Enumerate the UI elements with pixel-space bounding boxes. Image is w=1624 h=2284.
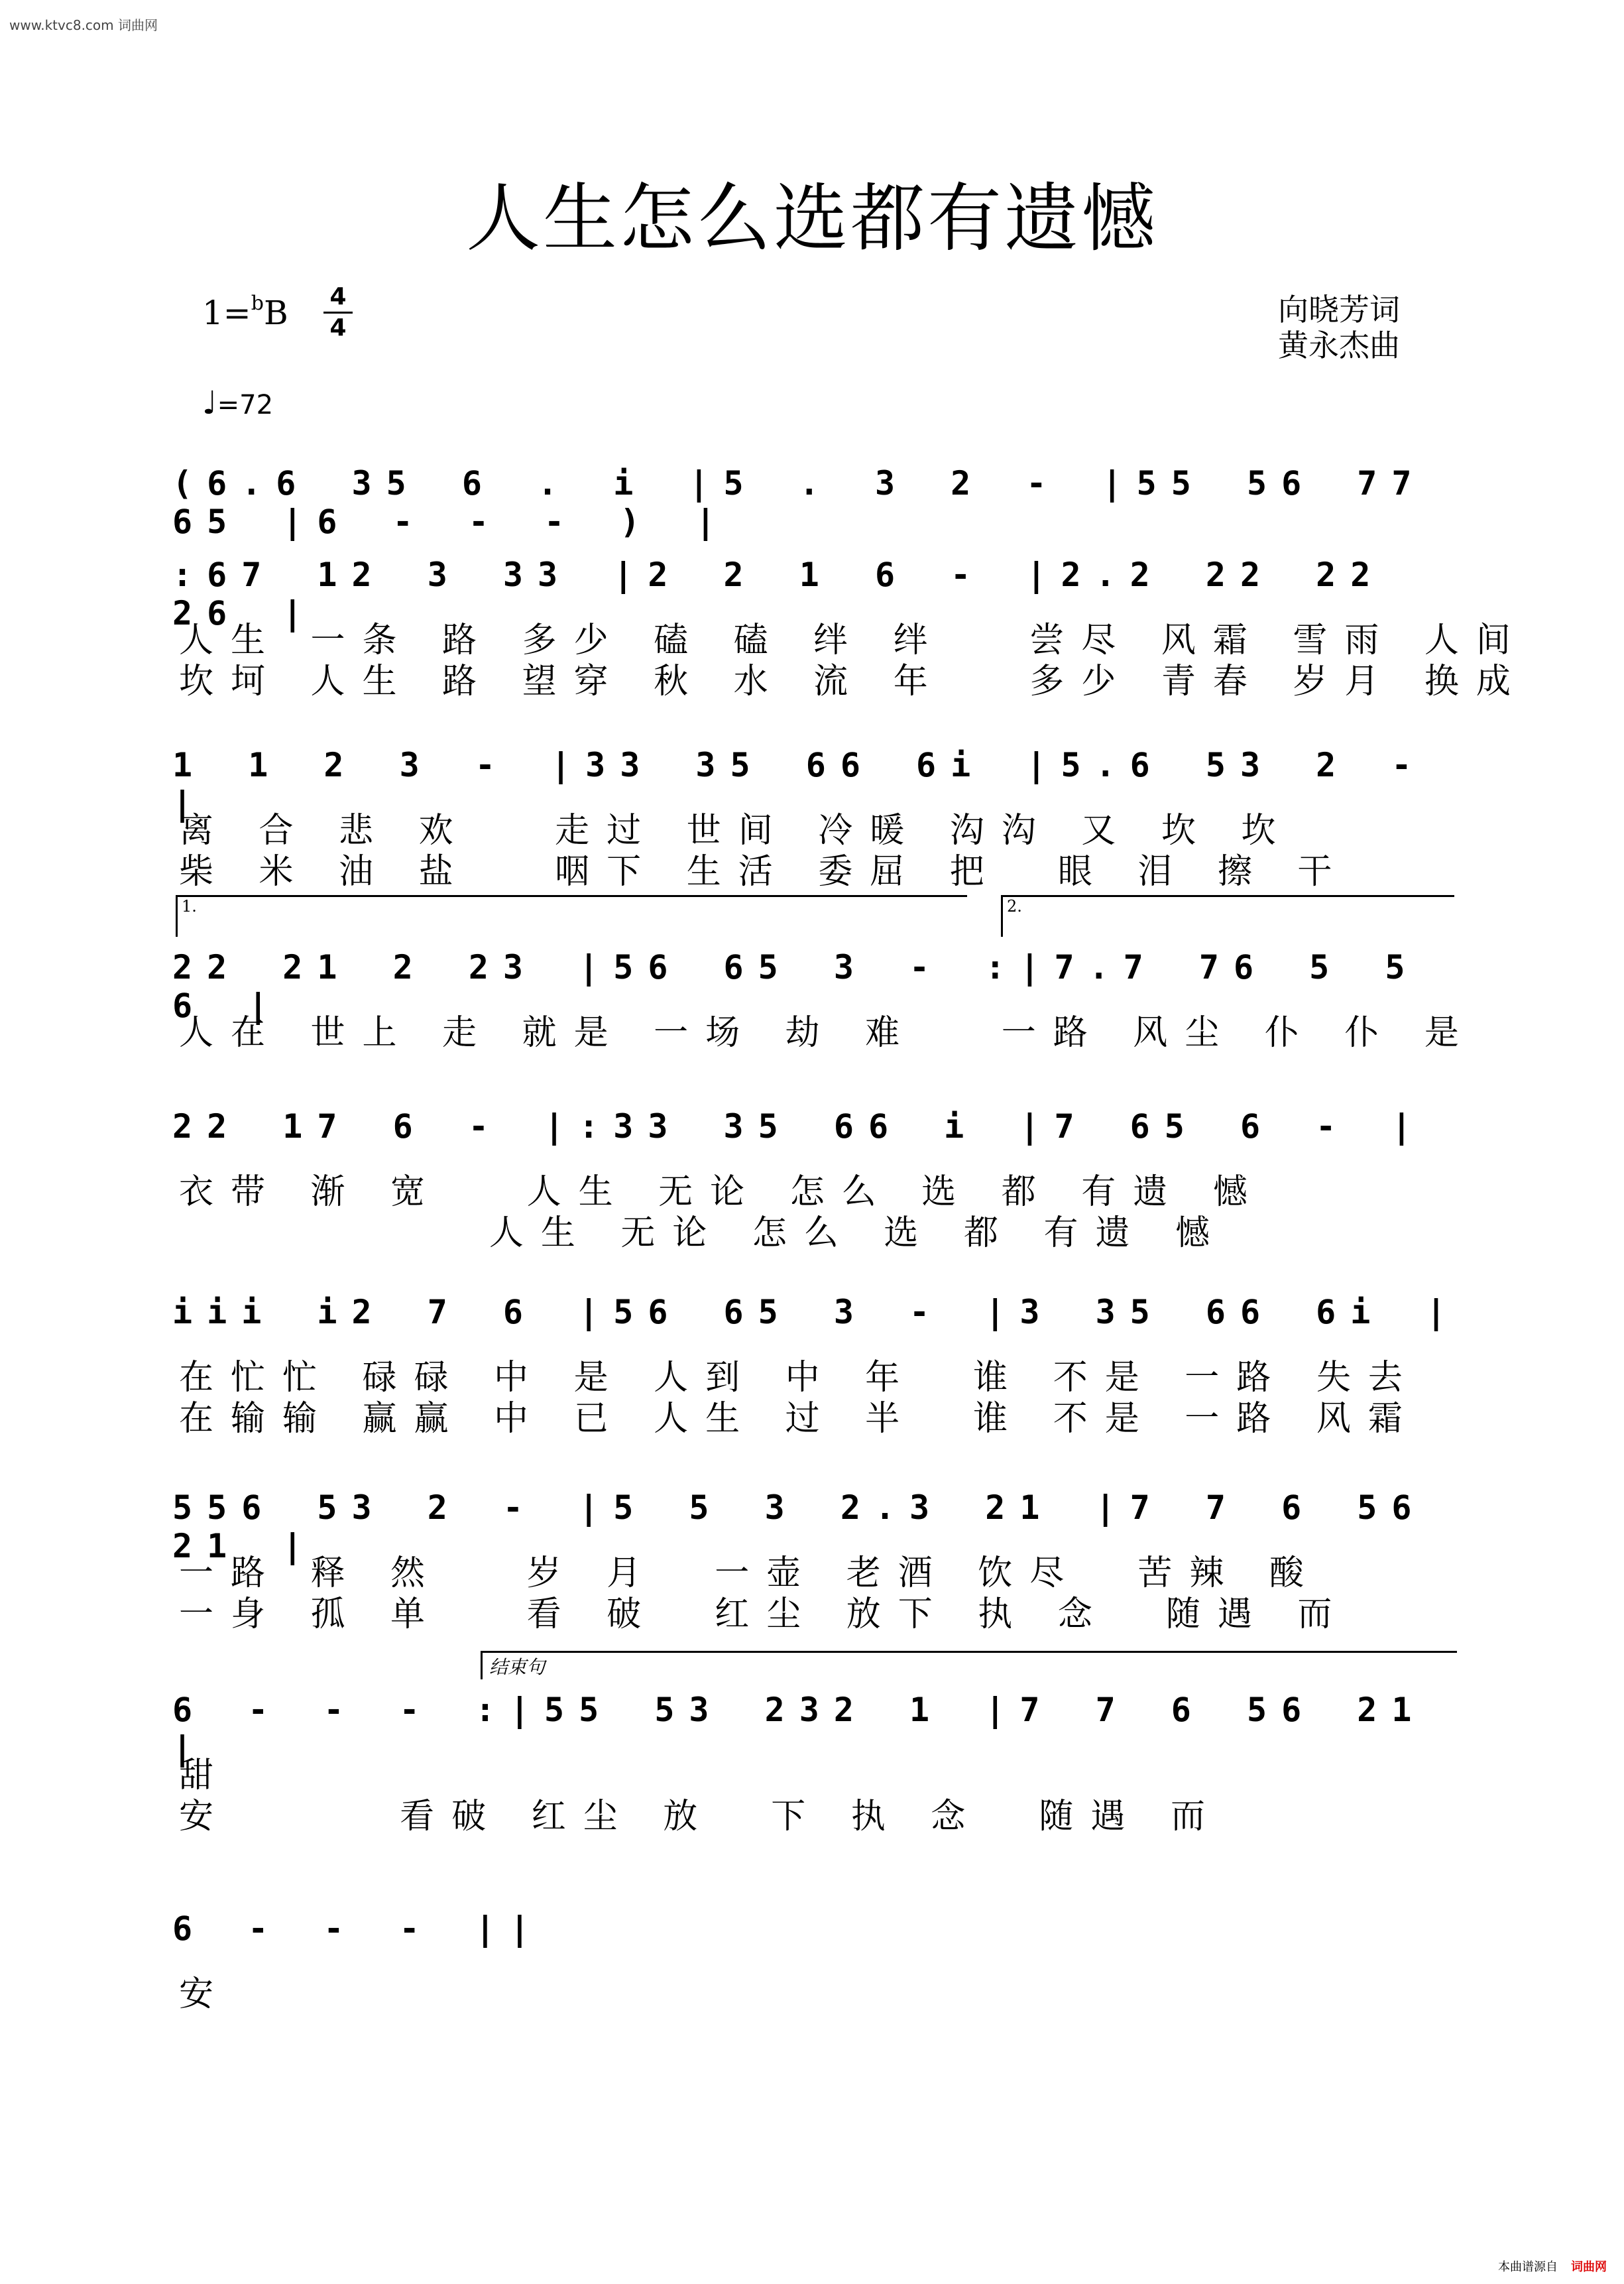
- lyric-line: 安 看破 红尘 放 下 执 念 随遇 而: [179, 1797, 1222, 1836]
- volta-second-ending: 2.: [1001, 895, 1454, 937]
- key-prefix: 1=: [202, 294, 251, 332]
- page-title: 人生怎么选都有遗憾: [466, 176, 1158, 262]
- key-note: B: [263, 294, 288, 332]
- lyric-line: 一身 孤 单 看 破 红尘 放下 执 念 随遇 而: [179, 1594, 1350, 1634]
- lyric-line: 安: [179, 1974, 231, 2014]
- flat-sign: b: [251, 292, 264, 315]
- lyric-line: 衣带 渐 宽 人生 无论 怎么 选 都 有遗 憾: [179, 1172, 1265, 1212]
- composer: 黄永杰曲: [1278, 328, 1400, 363]
- time-signature: [323, 284, 353, 341]
- side-watermark-left: [1, 40, 11, 2257]
- footer-brand: 词曲网: [1571, 2260, 1607, 2274]
- notation-line: 1 1 2 3 - |33 35 66 6i |5.6 53 2 - |: [172, 746, 1426, 823]
- meter-top: 4: [329, 283, 347, 310]
- lyric-line: 坎坷 人生 路 望穿 秋 水 流 年 多少 青春 岁月 换成: [179, 662, 1528, 701]
- notation-line: 6 - - - ||: [172, 1909, 545, 1948]
- lyricist: 向晓芳词: [1278, 292, 1400, 328]
- notation-line: 556 53 2 - |5 5 3 2.3 21 |7 7 6 56 21 |: [172, 1488, 1426, 1565]
- notation-line: (6.6 35 6 . i |5 . 3 2 - |55 56 77 65 |6 - - - ) |: [172, 464, 1426, 541]
- lyric-line: 在输输 赢赢 中 已 人生 过 半 谁 不是 一路 风霜: [179, 1399, 1420, 1439]
- volta-first-ending: 1.: [176, 895, 967, 937]
- meter-bottom: 4: [329, 314, 347, 341]
- site-url[interactable]: www.ktvc8.com 词曲网: [9, 17, 158, 33]
- credits: [1278, 292, 1400, 363]
- notation-line: 22 21 2 23 |56 65 3 - :|7.7 76 5 5 6 |: [172, 948, 1420, 1025]
- footer-source: 本曲谱源自: [1498, 2260, 1558, 2274]
- footer[interactable]: [1498, 2257, 1607, 2275]
- lyric-line: 离 合 悲 欢 走过 世间 冷暖 沟沟 又 坎 坎: [179, 811, 1293, 851]
- tempo-marking: [202, 385, 273, 422]
- side-watermark-right: [1613, 40, 1623, 2257]
- key-signature: [202, 292, 288, 332]
- lyric-line: 在忙忙 碌碌 中 是 人到 中 年 谁 不是 一路 失去: [179, 1358, 1420, 1398]
- ending-bracket: 结束句: [481, 1651, 1457, 1679]
- notation-line: 22 17 6 - |:33 35 66 i |7 65 6 - |: [172, 1107, 1426, 1146]
- notation-line: 6 - - - :|55 53 232 1 |7 7 6 56 21 |: [172, 1691, 1426, 1768]
- lyric-line: 柴 米 油 盐 咽下 生活 委屈 把 眼 泪 擦 干: [179, 852, 1350, 892]
- lyric-line: 人生 一条 路 多少 磕 磕 绊 绊 尝尽 风霜 雪雨 人间: [179, 621, 1528, 660]
- lyric-line: 人生 无论 怎么 选 都 有遗 憾: [179, 1213, 1227, 1253]
- notation-line: iii i2 7 6 |56 65 3 - |3 35 66 6i |: [172, 1293, 1461, 1331]
- tempo-value: =72: [217, 390, 274, 420]
- notation-line: :67 12 3 33 |2 2 1 6 - |2.2 22 22 26 |: [172, 556, 1385, 632]
- quarter-note-icon: ♩: [202, 385, 217, 422]
- lyric-line: 甜: [179, 1756, 231, 1795]
- lyric-line: 人在 世上 走 就是 一场 劫 难 一路 风尘 仆 仆 是: [179, 1013, 1476, 1053]
- lyric-line: 一路 释 然 岁 月 一壶 老酒 饮尽 苦辣 酸: [179, 1553, 1321, 1593]
